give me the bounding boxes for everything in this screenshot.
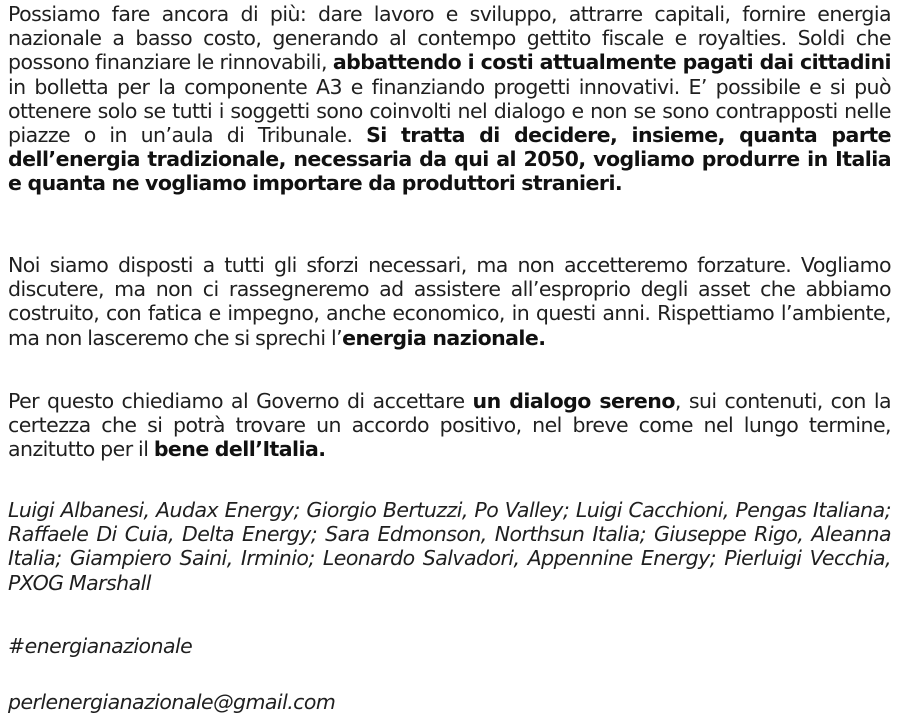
bold-text: un dialogo sereno: [472, 389, 675, 413]
paragraph-text: Possiamo fare ancora di più: dare lavoro e sviluppo, attrarre capitali, fornire energia nazionale a basso costo, generando al contempo gettito fiscale e royalties. Soldi che possono finanziare le rinnovabili,: [8, 2, 891, 75]
bold-text: abbattendo i costi attualmente pagati dai cittadini: [332, 50, 891, 75]
bold-text: bene dell’Italia.: [153, 437, 326, 462]
contact-email: perlenergianazionale@gmail.com: [8, 690, 336, 714]
paragraph-energy-proposal: [8, 2, 891, 196]
paragraph-text: , sui contenuti, con la certezza che si potrà trovare un accordo positivo, nel breve come nel lungo termine, anzitutto per il: [8, 389, 891, 462]
paragraph-text: Per questo chiediamo al Governo di accettare: [8, 389, 473, 413]
bold-text: Si tratta di decidere, insieme, quanta parte dell’energia tradizionale, necessaria da qui al 2050, vogliamo produrre in Italia e quanta ne vogliamo importare da produttori stranieri.: [8, 123, 891, 196]
bold-text: energia nazionale.: [342, 325, 546, 350]
signatories-list: Luigi Albanesi, Audax Energy; Giorgio Bertuzzi, Po Valley; Luigi Cacchioni, Pengas Italiana; Raffaele Di Cuia, Delta Energy; Sara Edmonson, Northsun Italia; Giuseppe Rigo, Aleanna Italia; Giampiero Saini, Irminio; Leonardo Salvadori, Appennine Energy; Pierluigi Vecchia, PXOG Marshall: [8, 498, 891, 595]
paragraph-commitment: [8, 253, 891, 350]
paragraph-text: Noi siamo disposti a tutti gli sforzi necessari, ma non accetteremo forzature. Vogliamo discutere, ma non ci rassegneremo ad assistere all’esproprio degli asset che abbiamo costruito, con fatica e impegno, anche economico, in questi anni. Rispettiamo l’ambiente, ma non lasceremo che si sprechi l’: [8, 253, 891, 350]
paragraph-text: in bolletta per la componente A3 e finanziando progetti innovativi. E’ possibile e si può ottenere solo se tutti i soggetti sono coinvolti nel dialogo e non se sono contrapposti nelle piazze o in un’aula di Tribunale.: [8, 74, 891, 148]
paragraph-request: [8, 389, 891, 462]
hashtag: #energianazionale: [8, 634, 193, 658]
